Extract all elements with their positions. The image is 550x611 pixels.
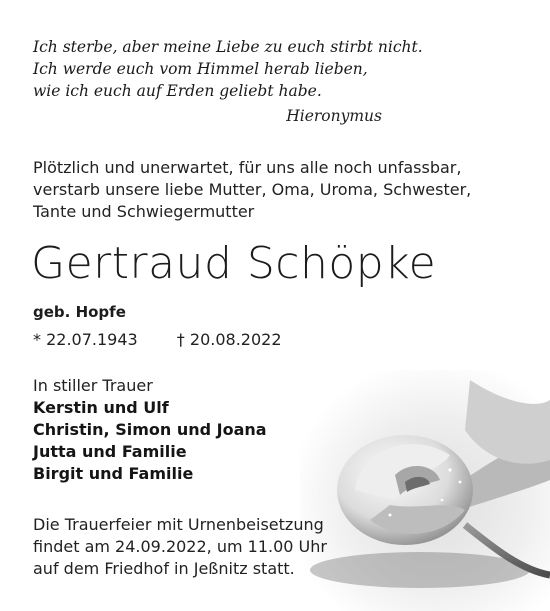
life-dates xyxy=(33,330,282,349)
mourners-heading: In stiller Trauer xyxy=(33,376,153,395)
death-date: † 20.08.2022 xyxy=(176,330,282,349)
quote-author: Hieronymus xyxy=(286,107,382,125)
intro-line: Tante und Schwiegermutter xyxy=(33,202,255,221)
mourner-name: Christin, Simon und Joana xyxy=(33,420,267,439)
intro-line: Plötzlich und unerwartet, für uns alle noch unfassbar, xyxy=(33,158,462,177)
intro-text xyxy=(33,157,471,223)
quote-line: Ich sterbe, aber meine Liebe zu euch stirbt nicht. xyxy=(33,38,423,56)
birth-date: * 22.07.1943 xyxy=(33,330,138,349)
quote xyxy=(33,36,423,102)
quote-line: wie ich euch auf Erden geliebt habe. xyxy=(33,82,322,100)
ceremony-line: Die Trauerfeier mit Urnenbeisetzung xyxy=(33,515,324,534)
intro-line: verstarb unsere liebe Mutter, Oma, Uroma, Schwester, xyxy=(33,180,472,199)
mourner-name: Jutta und Familie xyxy=(33,442,187,461)
ceremony-notice xyxy=(33,514,327,580)
deceased-name: Gertraud Schöpke xyxy=(31,238,437,289)
ceremony-line: findet am 24.09.2022, um 11.00 Uhr xyxy=(33,537,327,556)
mourner-name: Kerstin und Ulf xyxy=(33,398,169,417)
ceremony-line: auf dem Friedhof in Jeßnitz statt. xyxy=(33,559,295,578)
quote-line: Ich werde euch vom Himmel herab lieben, xyxy=(33,60,368,78)
rose-image xyxy=(300,370,550,611)
mourner-name: Birgit und Familie xyxy=(33,464,194,483)
birth-name: geb. Hopfe xyxy=(33,303,126,321)
mourners xyxy=(33,375,267,485)
